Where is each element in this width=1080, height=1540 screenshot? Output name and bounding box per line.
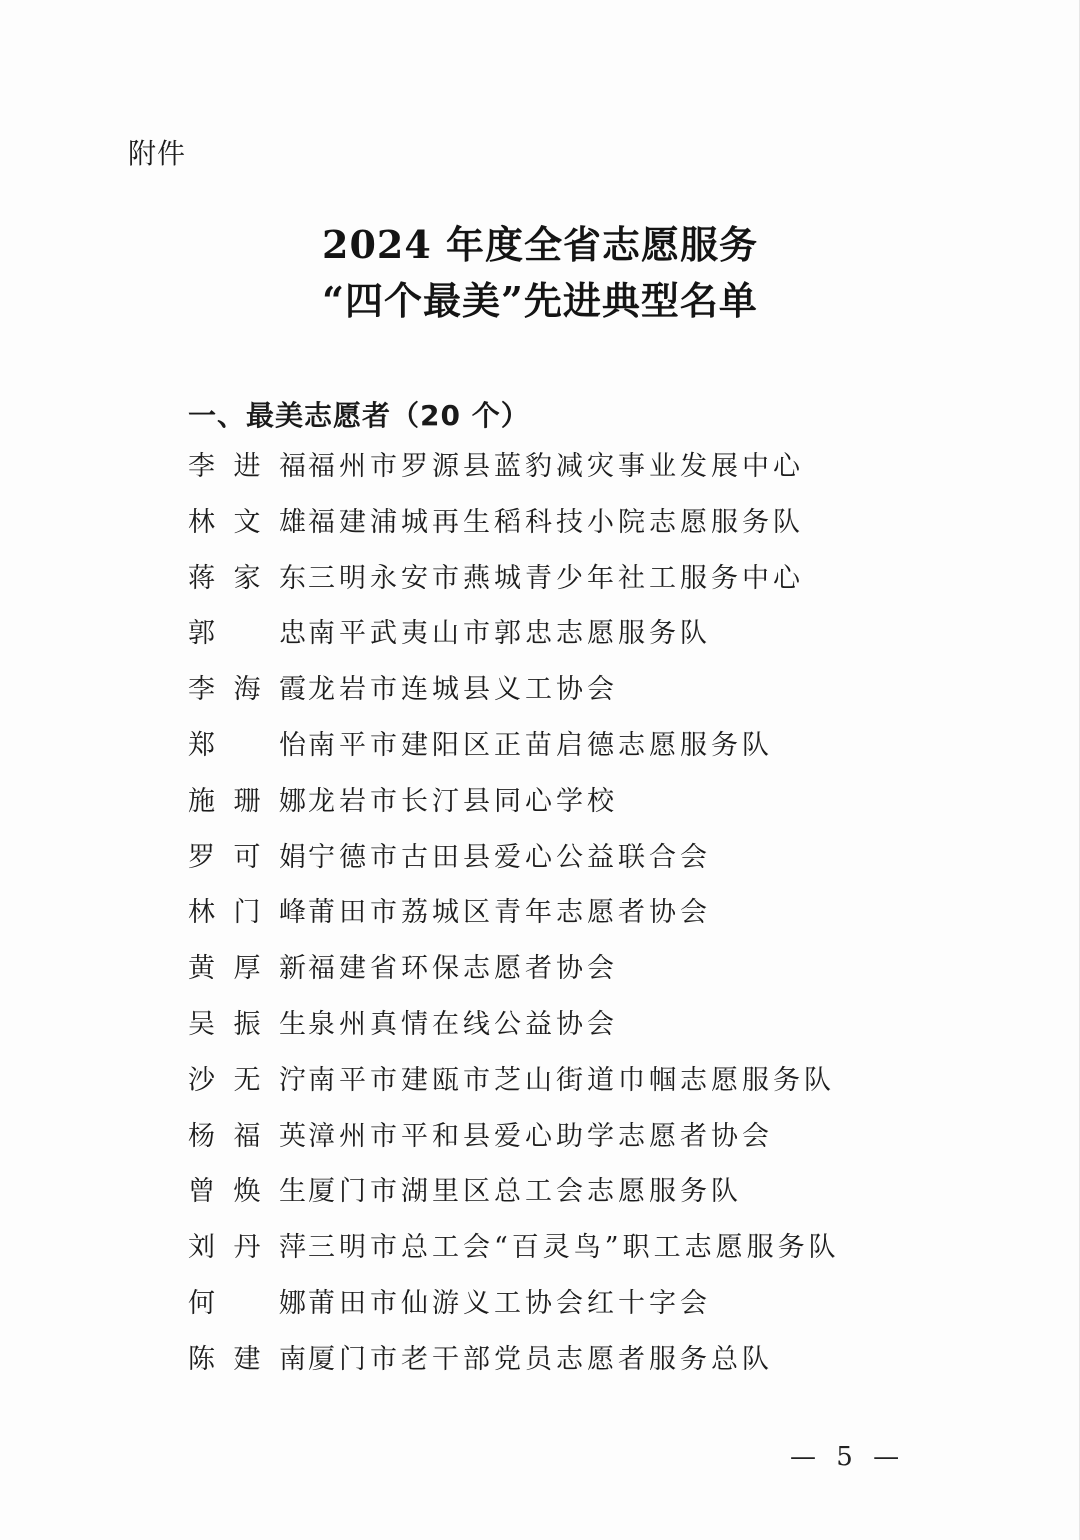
- section-heading: 一、最美志愿者（20 个）: [188, 399, 530, 432]
- volunteer-organization: 龙岩市长汀县同心学校: [308, 785, 618, 817]
- volunteer-name: 林文雄: [188, 506, 308, 538]
- volunteer-organization: 福建浦城再生稻科技小院志愿服务队: [308, 506, 804, 538]
- volunteer-name: 黄厚新: [188, 953, 308, 985]
- volunteer-name: 施珊娜: [188, 785, 308, 817]
- list-item: [188, 1227, 840, 1283]
- list-item: [188, 1060, 840, 1116]
- list-item: [188, 1171, 840, 1227]
- volunteer-name: 蒋家东: [188, 562, 308, 594]
- list-item: [188, 1339, 840, 1395]
- list-item: [188, 837, 840, 893]
- volunteer-organization: 厦门市老干部党员志愿者服务总队: [308, 1343, 773, 1375]
- volunteer-organization: 泉州真情在线公益协会: [308, 1008, 618, 1040]
- volunteer-name: 杨福英: [188, 1120, 308, 1152]
- volunteer-name: 陈建南: [188, 1343, 308, 1375]
- document-title-line-1: 2024 年度全省志愿服务: [322, 222, 758, 267]
- volunteer-organization: 莆田市仙游义工协会红十字会: [308, 1287, 711, 1319]
- list-item: [188, 781, 840, 837]
- list-item: [188, 1004, 840, 1060]
- volunteer-organization: 龙岩市连城县义工协会: [308, 674, 618, 706]
- volunteer-name: 李进福: [188, 451, 308, 482]
- volunteer-name: 吴振生: [188, 1008, 308, 1040]
- volunteer-name: 何 娜: [188, 1287, 308, 1319]
- document-title-line-2: “四个最美”先进典型名单: [322, 278, 758, 323]
- volunteer-organization: 南平市建阳区正苗启德志愿服务队: [308, 729, 773, 761]
- volunteer-organization: 漳州市平和县爱心助学志愿者协会: [308, 1120, 773, 1152]
- volunteer-organization: 三明永安市燕城青少年社工服务中心: [308, 562, 804, 594]
- list-item: [188, 948, 840, 1004]
- volunteer-name: 李海霞: [188, 674, 308, 706]
- volunteer-organization: 宁德市古田县爱心公益联合会: [308, 841, 711, 873]
- volunteer-organization: 三明市总工会“百灵鸟”职工志愿服务队: [308, 1232, 840, 1264]
- list-item: [188, 502, 840, 558]
- volunteer-name: 罗可娟: [188, 841, 308, 873]
- volunteer-name: 刘丹萍: [188, 1232, 308, 1264]
- list-item: [188, 892, 840, 948]
- volunteer-organization: 莆田市荔城区青年志愿者协会: [308, 897, 711, 929]
- volunteer-name: 曾焕生: [188, 1176, 308, 1208]
- volunteer-name: 林门峰: [188, 897, 308, 929]
- volunteer-name: 沙无泞: [188, 1064, 308, 1096]
- list-item: [188, 558, 840, 614]
- volunteer-name: 郭 忠: [188, 618, 308, 650]
- volunteer-organization: 福州市罗源县蓝豹减灾事业发展中心: [308, 451, 804, 482]
- list-item: [188, 725, 840, 781]
- list-item: [188, 1116, 840, 1172]
- list-item: [188, 613, 840, 669]
- volunteer-organization: 福建省环保志愿者协会: [308, 953, 618, 985]
- volunteer-organization: 南平市建瓯市芝山街道巾帼志愿服务队: [308, 1064, 835, 1096]
- volunteer-name: 郑 怡: [188, 729, 308, 761]
- list-item: [188, 1283, 840, 1339]
- volunteer-list: [188, 446, 840, 1395]
- attachment-label: 附件: [128, 137, 187, 170]
- list-item: [188, 446, 840, 502]
- volunteer-organization: 厦门市湖里区总工会志愿服务队: [308, 1176, 742, 1208]
- page-number: — 5 —: [790, 1442, 906, 1472]
- volunteer-organization: 南平武夷山市郭忠志愿服务队: [308, 618, 711, 650]
- list-item: [188, 669, 840, 725]
